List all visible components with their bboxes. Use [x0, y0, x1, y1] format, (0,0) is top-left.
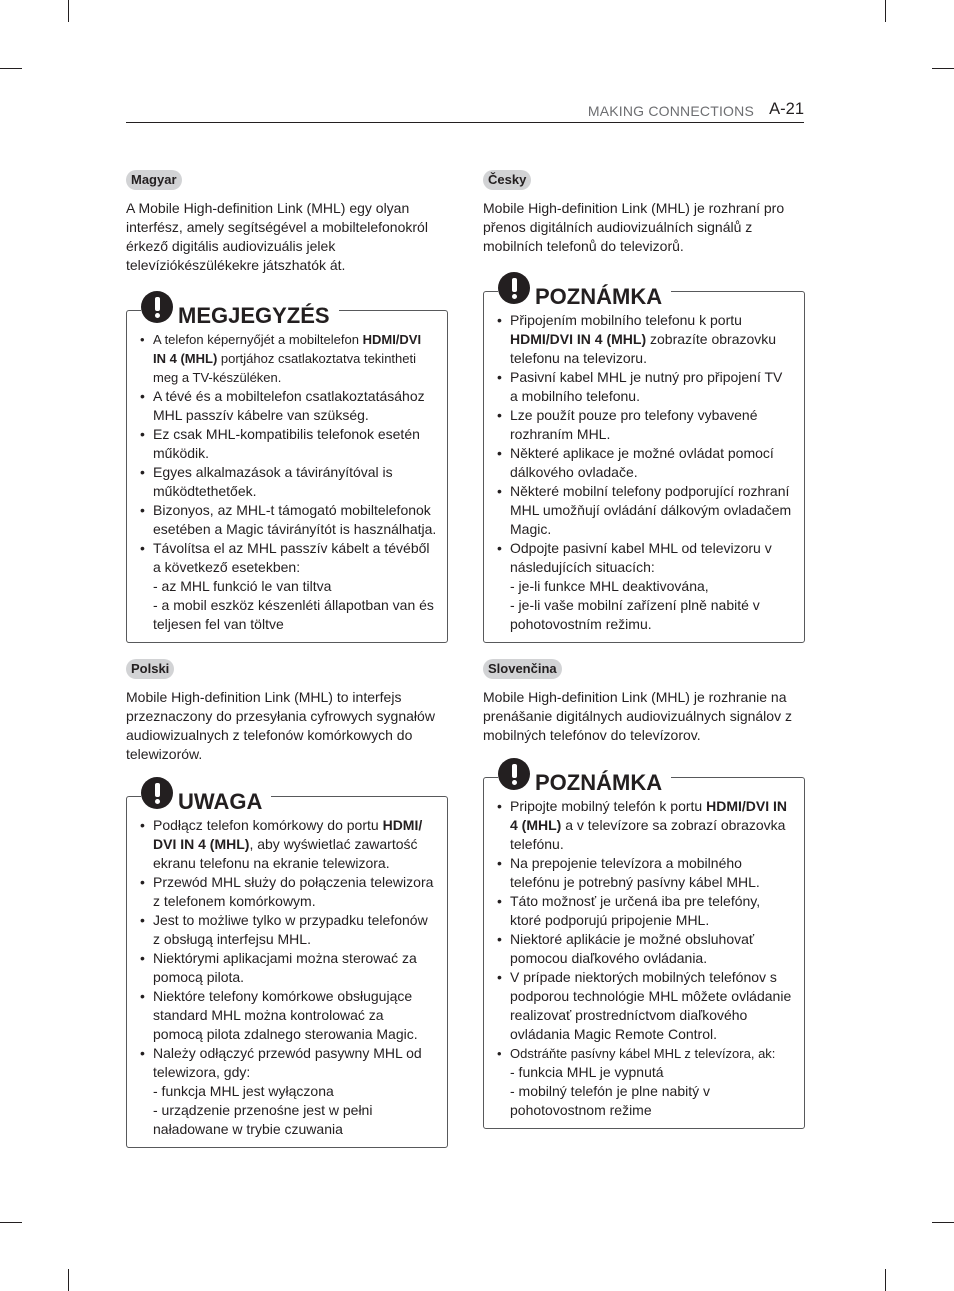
crop-mark [885, 0, 886, 22]
note-title: UWAGA [178, 789, 263, 814]
exclamation-icon [141, 777, 173, 809]
page-number: A-21 [769, 100, 804, 118]
list-item: • V prípade niektorých mobilných telefónov s podporou technológie MHL môžete ovládanie realizovať prostredníctvom diaľkového ovládania Magic Remote Control. [510, 968, 794, 1044]
intro-paragraph-slovak: Mobile High-definition Link (MHL) je rozhranie na prenášanie digitálnych audiovizuálnych signálov z mobilných telefónov do televízorov. [483, 689, 792, 743]
list-item: • Niektoré aplikácie je možné obsluhovať pomocou diaľkového ovládania. [510, 930, 794, 968]
right-column [483, 170, 805, 1129]
left-column [126, 170, 448, 1148]
crop-mark [0, 1222, 22, 1223]
list-item: • A tévé és a mobiltelefon csatlakoztatásához MHL passzív kábelre van szükség. [153, 387, 437, 425]
list-item: • A telefon képernyőjét a mobiltelefon HDMI/DVI IN 4 (MHL) portjához csatlakoztatva tekintheti meg a TV-készüléken. [153, 330, 437, 387]
note-box-czech [483, 284, 805, 643]
list-item: • Pripojte mobilný telefón k portu HDMI/DVI IN 4 (MHL) a v televízore sa zobrazí obrazovka telefónu. [510, 797, 794, 854]
list-item: • Przewód MHL służy do połączenia telewizora z telefonem komórkowym. [153, 873, 437, 911]
list-subitem: - a mobil eszköz készenléti állapotban van és teljesen fel van töltve [153, 597, 434, 632]
note-header [498, 270, 671, 309]
crop-mark [68, 0, 69, 22]
note-box-hungarian [126, 303, 448, 643]
note-list [127, 311, 447, 642]
list-item: • Távolítsa el az MHL passzív kábelt a tévéből a következő esetekben: [153, 539, 437, 577]
language-label-slovak: Slovenčina [483, 659, 562, 679]
list-item: • Należy odłączyć przewód pasywny MHL od telewizora, gdy: [153, 1044, 437, 1082]
note-title: POZNÁMKA [535, 284, 663, 309]
note-box-polish [126, 789, 448, 1148]
note-title: POZNÁMKA [535, 770, 663, 795]
section-title: MAKING CONNECTIONS [587, 103, 754, 119]
language-label-polish: Polski [126, 659, 174, 679]
note-box-slovak [483, 770, 805, 1129]
page-header [126, 100, 804, 123]
list-subitem: - je-li funkce MHL deaktivována, [510, 578, 709, 594]
list-subitem: - je-li vaše mobilní zařízení plně nabité v pohotovostním režimu. [510, 597, 760, 632]
exclamation-icon [498, 758, 530, 790]
list-item: • Některé mobilní telefony podporující rozhraní MHL umožňují ovládání dálkovým ovladačem Magic. [510, 482, 794, 539]
list-subitem: - funkcia MHL je vypnutá [510, 1064, 664, 1080]
note-header [498, 756, 671, 795]
list-subitem: - funkcja MHL jest wyłączona [153, 1083, 334, 1099]
exclamation-icon [498, 272, 530, 304]
crop-mark [885, 1269, 886, 1291]
intro-paragraph-polish: Mobile High-definition Link (MHL) to interfejs przeznaczony do przesyłania cyfrowych sygnałów audiowizualnych z telefonów komórkowych do telewizorów. [126, 689, 435, 762]
language-label-czech: Česky [483, 170, 531, 190]
list-item: • Připojením mobilního telefonu k portu HDMI/DVI IN 4 (MHL) zobrazíte obrazovku telefonu na televizoru. [510, 311, 794, 368]
intro-paragraph-czech: Mobile High-definition Link (MHL) je rozhraní pro přenos digitálních audiovizuálních signálů z mobilních telefonů do televizorů. [483, 200, 785, 254]
list-item: • Niektóre telefony komórkowe obsługujące standard MHL można kontrolować za pomocą pilota zdalnego sterowania Magic. [153, 987, 437, 1044]
list-item: • Odstráňte pasívny kábel MHL z televízora, ak: [510, 1044, 794, 1063]
note-list [484, 292, 804, 642]
exclamation-icon [141, 291, 173, 323]
note-title: MEGJEGYZÉS [178, 303, 330, 328]
note-header [141, 775, 271, 814]
list-item: • Některé aplikace je možné ovládat pomocí dálkového ovladače. [510, 444, 794, 482]
list-item: • Niektórymi aplikacjami można sterować za pomocą pilota. [153, 949, 437, 987]
crop-mark [932, 1222, 954, 1223]
list-subitem: - urządzenie przenośne jest w pełni naładowane w trybie czuwania [153, 1102, 373, 1137]
note-list [484, 778, 804, 1128]
list-item: • Pasivní kabel MHL je nutný pro připojení TV a mobilního telefonu. [510, 368, 794, 406]
list-item: • Podłącz telefon komórkowy do portu HDMI/ DVI IN 4 (MHL), aby wyświetlać zawartość ekranu telefonu na ekranie telewizora. [153, 816, 437, 873]
intro-paragraph-hungarian: A Mobile High-definition Link (MHL) egy olyan interfész, amely segítségével a mobiltelefonokról érkező digitális audiovizuális jelek televíziókészülékekre játszhatók át. [126, 200, 428, 273]
list-subitem: - az MHL funkció le van tiltva [153, 578, 332, 594]
list-item: • Ez csak MHL-kompatibilis telefonok esetén működik. [153, 425, 437, 463]
list-item: • Na prepojenie televízora a mobilného telefónu je potrebný pasívny kábel MHL. [510, 854, 794, 892]
list-subitem: - mobilný telefón je plne nabitý v pohotovostnom režime [510, 1083, 710, 1118]
crop-mark [0, 68, 22, 69]
note-list [127, 797, 447, 1147]
list-item: • Bizonyos, az MHL-t támogató mobiltelefonok esetében a Magic távirányítót is használhatja. [153, 501, 437, 539]
language-label-hungarian: Magyar [126, 170, 182, 190]
list-item: • Odpojte pasivní kabel MHL od televizoru v následujících situacích: [510, 539, 794, 577]
list-item: • Táto možnosť je určená iba pre telefóny, ktoré podporujú pripojenie MHL. [510, 892, 794, 930]
crop-mark [68, 1269, 69, 1291]
crop-mark [932, 68, 954, 69]
list-item: • Lze použít pouze pro telefony vybavené rozhraním MHL. [510, 406, 794, 444]
list-item: • Egyes alkalmazások a távirányítóval is működtethetőek. [153, 463, 437, 501]
note-header [141, 289, 339, 328]
list-item: • Jest to możliwe tylko w przypadku telefonów z obsługą interfejsu MHL. [153, 911, 437, 949]
